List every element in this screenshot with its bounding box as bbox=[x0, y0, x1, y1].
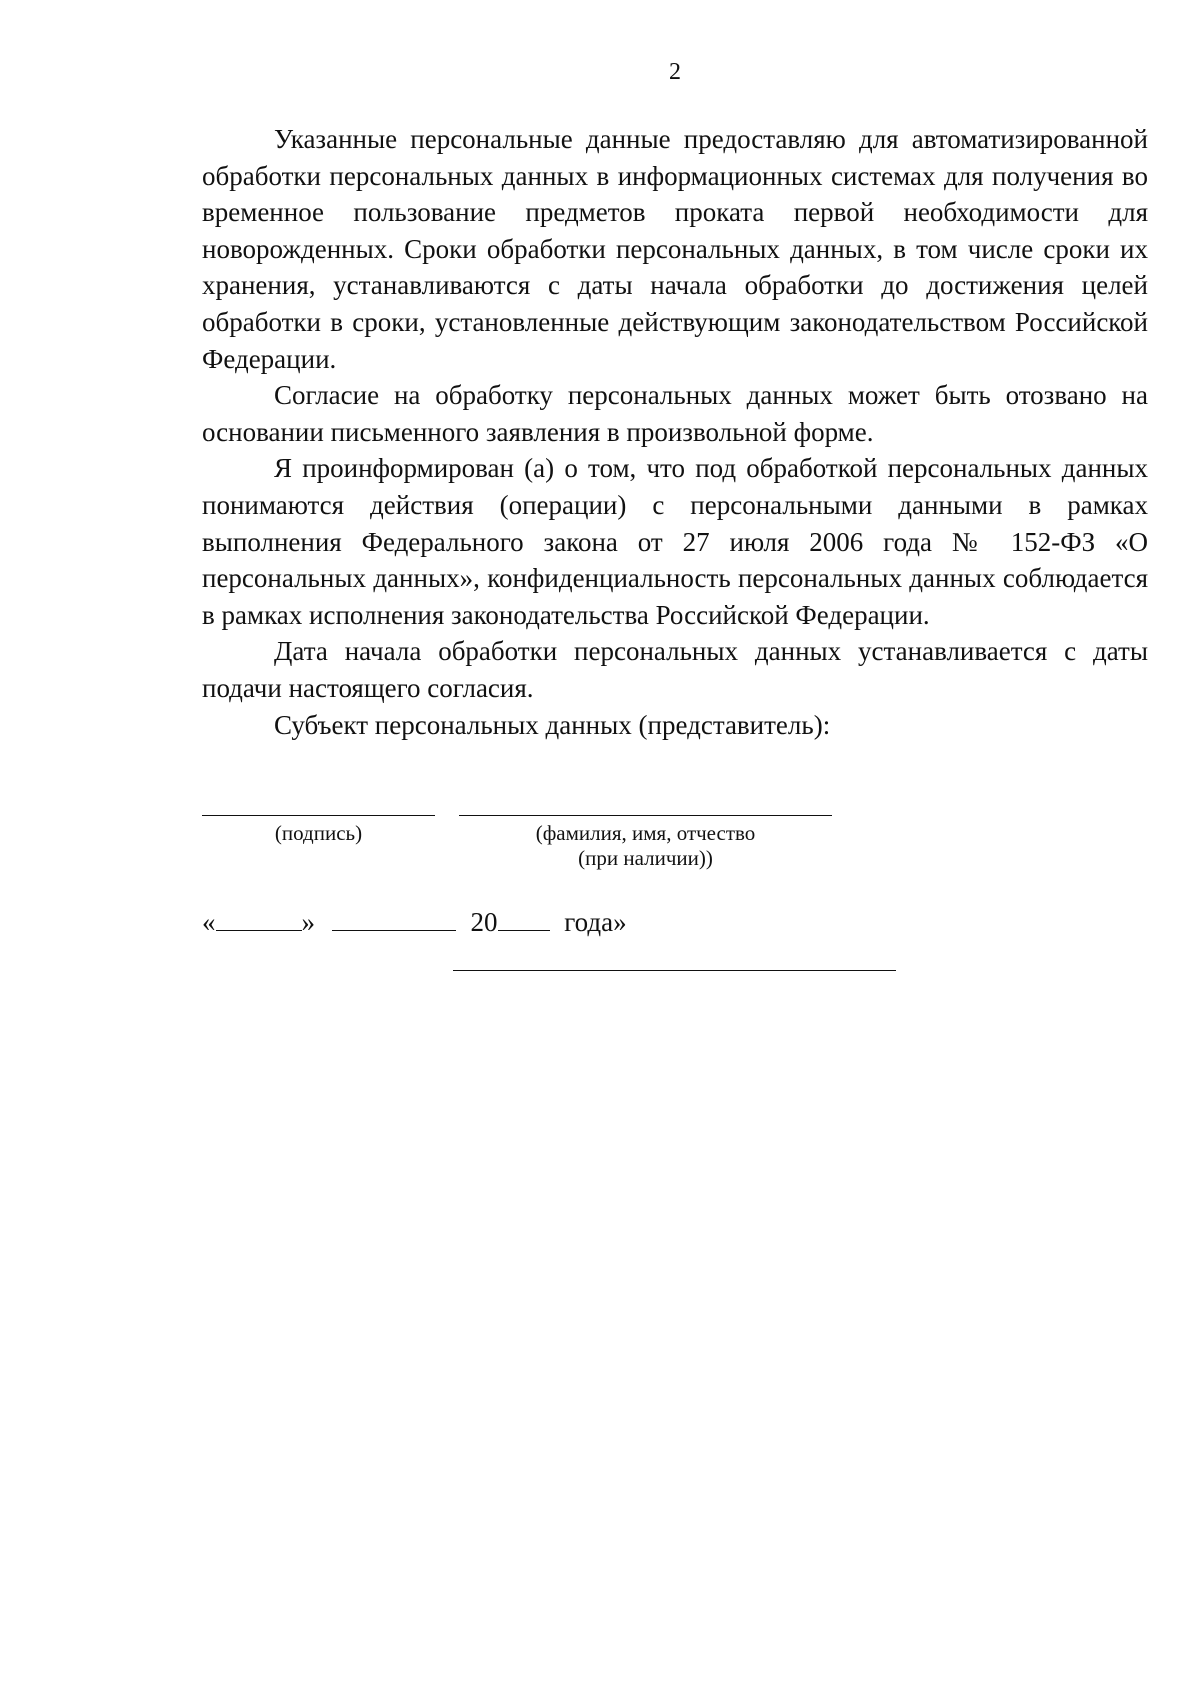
name-line bbox=[459, 815, 832, 816]
paragraph-purpose: Указанные персональные данные предоставляю для автоматизированной обработки персональных данных в информационных системах для получения во временное пользование предметов проката первой необходимости для новорожденных. Сроки обработки персональных данных, в том числе сроки их хранения, устанавливаются с даты начала обработки до достижения целей обработки в сроки, установленные действующим законодательством Российской Федерации. bbox=[202, 124, 1148, 374]
paragraph-revocation: Согласие на обработку персональных данных может быть отозвано на основании письменного заявления в произвольной форме. bbox=[202, 380, 1148, 447]
signature-line bbox=[202, 815, 435, 816]
paragraph-start-date: Дата начала обработки персональных данных устанавливается с даты подачи настоящего согласия. bbox=[202, 636, 1148, 703]
name-caption-line2: (при наличии)) bbox=[578, 846, 713, 870]
date-suffix: года» bbox=[564, 907, 627, 937]
paragraph-subject: Субъект персональных данных (представитель): bbox=[274, 709, 831, 740]
document-body bbox=[202, 121, 1148, 743]
year-blank[interactable] bbox=[498, 906, 550, 931]
month-blank[interactable] bbox=[332, 906, 456, 931]
date-line bbox=[202, 905, 627, 939]
page-number: 2 bbox=[669, 59, 681, 85]
day-blank[interactable] bbox=[216, 906, 302, 931]
year-prefix: 20 bbox=[470, 907, 498, 937]
extra-signature-line bbox=[453, 970, 896, 971]
name-caption-line1: (фамилия, имя, отчество bbox=[535, 821, 756, 845]
signature-caption: (подпись) bbox=[274, 821, 363, 845]
paragraph-informed: Я проинформирован (а) о том, что под обработкой персональных данных понимаются действия (операции) с персональными данными в рамках выполнения Федерального закона от 27 июля 2006 года № 152-ФЗ «О персональных данных», конфиденциальность персональных данных соблюдается в рамках исполнения законодательства Российской Федерации. bbox=[202, 453, 1148, 630]
date-open-quote: « bbox=[202, 907, 216, 937]
date-close-quote: » bbox=[301, 907, 315, 937]
